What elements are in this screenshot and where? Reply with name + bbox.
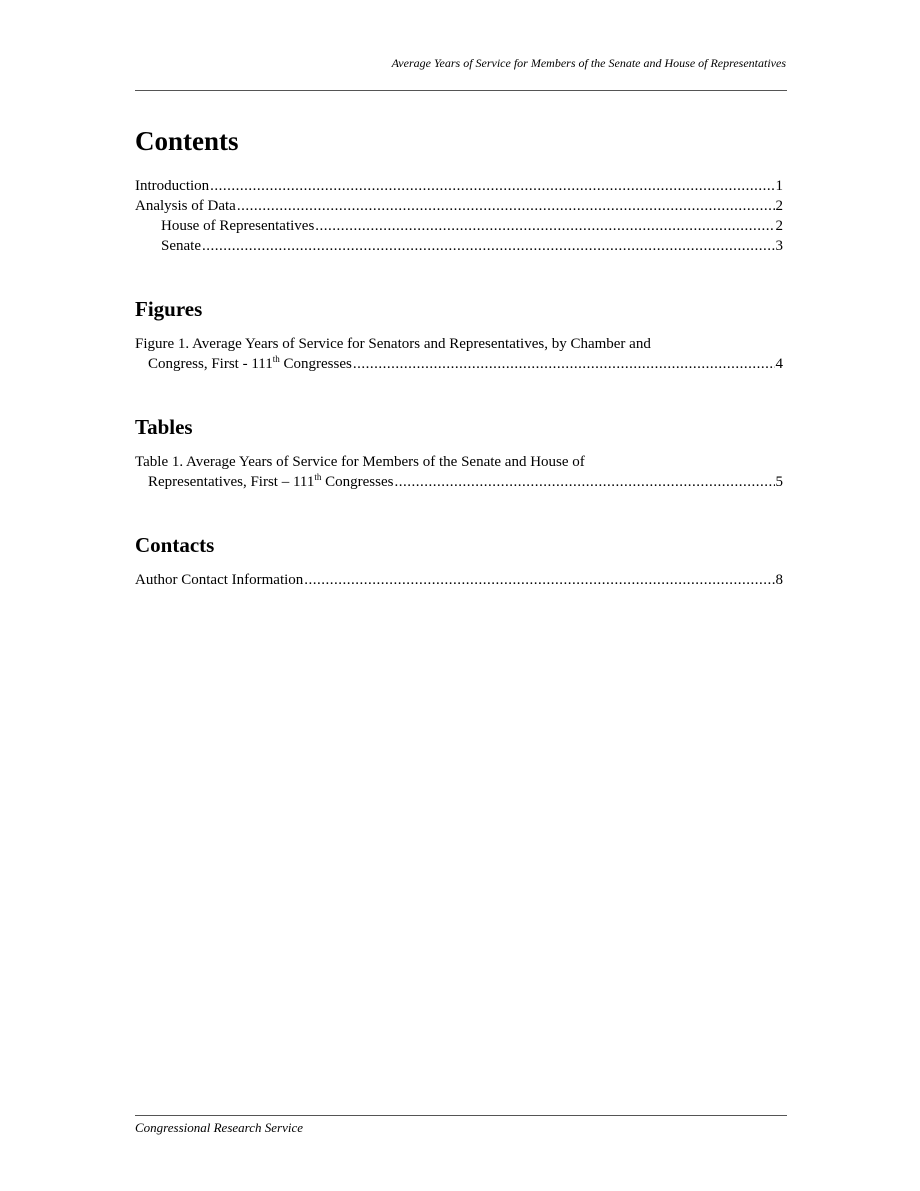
leader-dots [237, 196, 775, 216]
tables-section [135, 414, 783, 492]
contents-entries [135, 176, 783, 256]
contents-heading: Contents [135, 126, 239, 156]
toc-entry-label: House of Representatives [161, 218, 315, 234]
ordinal-superscript: th [314, 472, 322, 482]
ordinal-superscript: th [272, 354, 280, 364]
toc-entry-label: Author Contact Information [135, 572, 304, 588]
toc-entry-line2 [135, 354, 783, 374]
toc-entry-label-line1: Table 1. Average Years of Service for Members of the Senate and House of [135, 454, 585, 470]
toc-entry-page: 1 [775, 178, 783, 194]
contacts-entries [135, 570, 783, 590]
toc-entry-introduction[interactable] [135, 176, 783, 196]
toc-entry-line2 [135, 472, 783, 492]
toc-entry-figure-1[interactable] [135, 334, 783, 374]
label-text: Congresses [321, 474, 394, 490]
toc-entry-page: 2 [775, 218, 783, 234]
label-text: Congress, First - 111 [148, 356, 273, 372]
toc-entry-house-of-representatives[interactable] [135, 216, 783, 236]
label-text: Representatives, First – 111 [148, 474, 315, 490]
toc-entry-label: Senate [161, 238, 201, 254]
header-rule [135, 90, 787, 91]
toc-entry-author-contact-information[interactable] [135, 570, 783, 590]
contacts-section [135, 532, 783, 590]
toc-entry-table-1[interactable] [135, 452, 783, 492]
running-header: Average Years of Service for Members of the Senate and House of Representatives [391, 56, 786, 70]
toc-entry-label-line1: Figure 1. Average Years of Service for Senators and Representatives, by Chamber and [135, 336, 651, 352]
running-footer: Congressional Research Service [135, 1120, 303, 1135]
toc-entry-label: Analysis of Data [135, 198, 236, 214]
toc-entry-senate[interactable] [135, 236, 783, 256]
toc-entry-page: 3 [775, 238, 783, 254]
toc-entry-label-line2 [148, 472, 393, 492]
leader-dots [202, 236, 775, 256]
figures-section [135, 296, 783, 374]
contacts-heading: Contacts [135, 533, 215, 557]
leader-dots [353, 354, 775, 374]
leader-dots [210, 176, 774, 196]
leader-dots [394, 472, 774, 492]
table-of-contents [135, 124, 783, 590]
label-text: Congresses [279, 356, 352, 372]
leader-dots [304, 570, 774, 590]
leader-dots [315, 216, 774, 236]
toc-entry-page: 8 [775, 572, 783, 588]
figures-heading: Figures [135, 297, 203, 321]
toc-entry-analysis-of-data[interactable] [135, 196, 783, 216]
footer-rule [135, 1115, 787, 1116]
toc-entry-label: Introduction [135, 178, 210, 194]
toc-entry-page: 5 [775, 474, 783, 490]
toc-entry-page: 4 [775, 356, 783, 372]
toc-entry-page: 2 [775, 198, 783, 214]
tables-heading: Tables [135, 415, 193, 439]
toc-entry-label-line2 [148, 354, 352, 374]
